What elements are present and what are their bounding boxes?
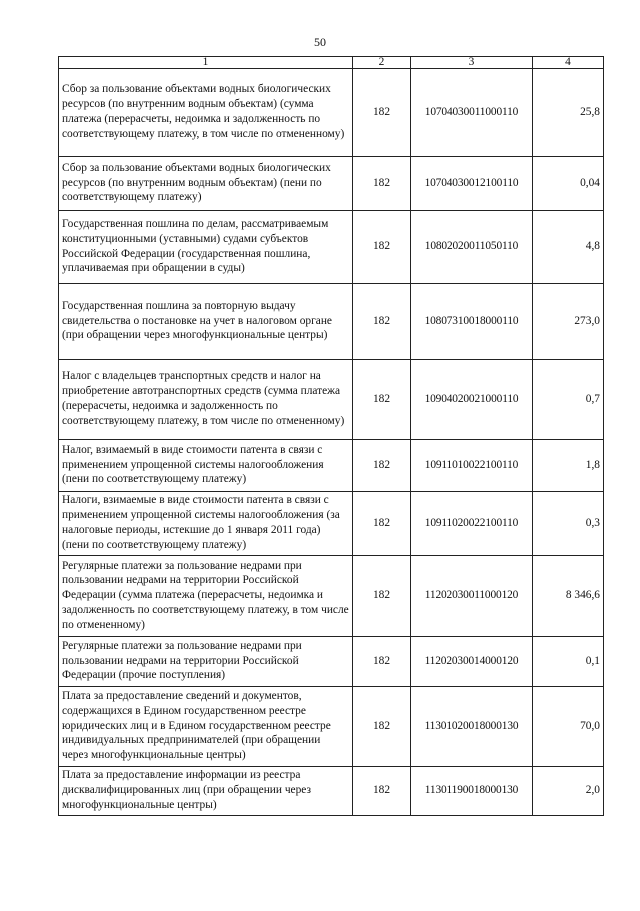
row-budget-code: 11202030014000120 <box>411 637 533 687</box>
row-name: Плата за предоставление сведений и документов, содержащихся в Едином государственном реестре юридических лиц и в Едином государственном реестре индивидуальных предпринимателей (при обращении через многофункциональные центры) <box>59 687 353 767</box>
table-row <box>59 157 604 211</box>
row-name: Сбор за пользование объектами водных биологических ресурсов (по внутренним водным объектам) (сумма платежа (перерасчеты, недоимка и задолженность по соответствующему платежу, в том числе по отмененному) <box>59 69 353 157</box>
table-row <box>59 360 604 440</box>
col-header-amount: 4 <box>533 57 604 69</box>
row-amount: 0,1 <box>533 637 604 687</box>
row-amount: 4,8 <box>533 211 604 284</box>
page-number: 50 <box>314 35 326 49</box>
row-admin-code: 182 <box>353 637 411 687</box>
row-amount: 70,0 <box>533 687 604 767</box>
header-row <box>59 57 604 69</box>
row-admin-code: 182 <box>353 360 411 440</box>
row-name: Налоги, взимаемые в виде стоимости патента в связи с применением упрощенной системы налогообложения (за налоговые периоды, истекшие до 1 января 2011 года) (пени по соответствующему платежу) <box>59 492 353 556</box>
row-budget-code: 10807310018000110 <box>411 284 533 360</box>
table-row <box>59 284 604 360</box>
row-admin-code: 182 <box>353 69 411 157</box>
row-name: Регулярные платежи за пользование недрами при пользовании недрами на территории Российской Федерации (прочие поступления) <box>59 637 353 687</box>
table-row <box>59 211 604 284</box>
table-row <box>59 637 604 687</box>
row-name: Регулярные платежи за пользование недрами при пользовании недрами на территории Российской Федерации (сумма платежа (перерасчеты, недоимка и задолженность по соответствующему платежу, в том числе по отмененному) <box>59 556 353 637</box>
row-name: Сбор за пользование объектами водных биологических ресурсов (по внутренним водным объектам) (пени по соответствующему платежу) <box>59 157 353 211</box>
revenue-table <box>58 56 604 816</box>
row-amount: 0,7 <box>533 360 604 440</box>
row-admin-code: 182 <box>353 284 411 360</box>
row-admin-code: 182 <box>353 492 411 556</box>
row-name: Плата за предоставление информации из реестра дисквалифицированных лиц (при обращении через многофункциональные центры) <box>59 767 353 816</box>
row-name: Налог, взимаемый в виде стоимости патента в связи с применением упрощенной системы налогообложения (пени по соответствующему платежу) <box>59 440 353 492</box>
table-row <box>59 767 604 816</box>
row-amount: 1,8 <box>533 440 604 492</box>
col-header-code: 3 <box>411 57 533 69</box>
table-row <box>59 492 604 556</box>
row-admin-code: 182 <box>353 767 411 816</box>
row-admin-code: 182 <box>353 157 411 211</box>
row-admin-code: 182 <box>353 211 411 284</box>
row-budget-code: 10911020022100110 <box>411 492 533 556</box>
row-name: Налог с владельцев транспортных средств и налог на приобретение автотранспортных средств (сумма платежа (перерасчеты, недоимка и задолженность по соответствующему платежу, в том числе по отмененному) <box>59 360 353 440</box>
row-amount: 8 346,6 <box>533 556 604 637</box>
row-name: Государственная пошлина за повторную выдачу свидетельства о постановке на учет в налоговом органе (при обращении через многофункциональные центры) <box>59 284 353 360</box>
row-budget-code: 11301020018000130 <box>411 687 533 767</box>
row-budget-code: 10704030012100110 <box>411 157 533 211</box>
row-budget-code: 10904020021000110 <box>411 360 533 440</box>
table-row <box>59 69 604 157</box>
row-admin-code: 182 <box>353 440 411 492</box>
row-name: Государственная пошлина по делам, рассматриваемым конституционными (уставными) судами субъектов Российской Федерации (государственная пошлина, уплачиваемая при обращении в суды) <box>59 211 353 284</box>
row-budget-code: 10911010022100110 <box>411 440 533 492</box>
table-row <box>59 556 604 637</box>
row-amount: 25,8 <box>533 69 604 157</box>
row-amount: 273,0 <box>533 284 604 360</box>
col-header-admin: 2 <box>353 57 411 69</box>
row-budget-code: 10704030011000110 <box>411 69 533 157</box>
row-budget-code: 11301190018000130 <box>411 767 533 816</box>
row-amount: 0,3 <box>533 492 604 556</box>
row-admin-code: 182 <box>353 687 411 767</box>
row-budget-code: 10802020011050110 <box>411 211 533 284</box>
row-amount: 0,04 <box>533 157 604 211</box>
table-row <box>59 687 604 767</box>
row-budget-code: 11202030011000120 <box>411 556 533 637</box>
table-row <box>59 440 604 492</box>
row-admin-code: 182 <box>353 556 411 637</box>
row-amount: 2,0 <box>533 767 604 816</box>
col-header-name: 1 <box>59 57 353 69</box>
